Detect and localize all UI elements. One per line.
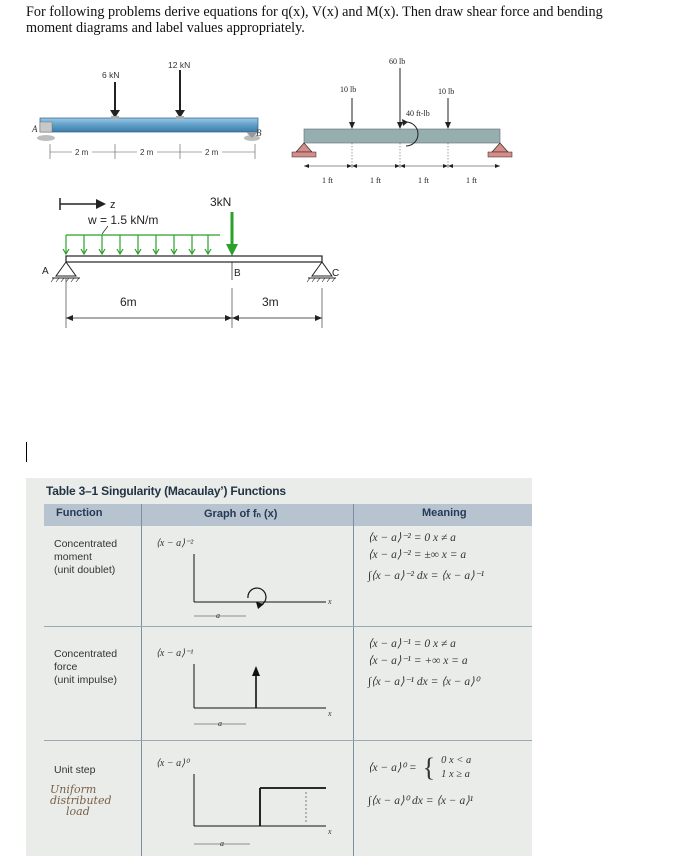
text-cursor: [26, 442, 27, 462]
problem2-dim-4: 1 ft: [466, 176, 477, 185]
problem2-dim-1: 1 ft: [322, 176, 333, 185]
problem3-label-a: A: [42, 266, 49, 277]
doublet-axis-x: x: [328, 597, 332, 606]
instructions-line-1: For following problems derive equations for q(x), V(x) and M(x). Then draw shear force and bending: [26, 4, 603, 20]
row-meaning-impulse: ⟨x − a⟩⁻¹ = 0 x ≠ a ⟨x − a⟩⁻¹ = +∞ x = a ∫⟨x − a⟩⁻¹ dx = ⟨x − a⟩⁰: [368, 638, 480, 688]
problem1-dim-3: 2 m: [205, 148, 219, 157]
problem3-span-bc: 3m: [262, 295, 279, 309]
row-meaning-doublet: ⟨x − a⟩⁻² = 0 x ≠ a ⟨x − a⟩⁻² = ±∞ x = a ∫⟨x − a⟩⁻² dx = ⟨x − a⟩⁻¹: [368, 532, 485, 582]
problem2-dim-3: 1 ft: [418, 176, 429, 185]
doublet-axis-a: a: [216, 611, 220, 620]
singularity-table-photo: [26, 478, 532, 856]
problem3-beam-figure: [36, 192, 346, 328]
problem2-load-label-10lb-right: 10 lb: [438, 87, 455, 96]
problem3-support-a: [56, 262, 76, 276]
table-title: Table 3–1 Singularity (Macaulay’) Functions: [46, 484, 286, 498]
row-divider-2: [44, 740, 532, 741]
step-axis-x: x: [328, 827, 332, 836]
problem3-support-c: [312, 262, 332, 276]
problem1-label-a: A: [32, 124, 38, 134]
impulse-axis-a: a: [218, 719, 222, 728]
step-axis-a: a: [220, 839, 224, 848]
impulse-axis-x: x: [328, 709, 332, 718]
problem1-load-label-6kn: 6 kN: [102, 70, 120, 80]
row-divider-1: [44, 626, 532, 627]
problem2-load-label-60lb: 60 lb: [389, 57, 406, 66]
problem2-beam: [304, 129, 500, 143]
row-label-step: Unit step: [54, 764, 96, 776]
problem3-label-c: C: [332, 268, 340, 279]
step-graph: [186, 768, 336, 856]
problem2-support-left: [296, 143, 312, 152]
row-notation-impulse: ⟨x − a⟩⁻¹: [156, 648, 194, 659]
problem2-moment-label: 40 ft-lb: [406, 109, 430, 118]
row-notation-step: ⟨x − a⟩⁰: [156, 758, 189, 769]
problem3-beam: [66, 256, 322, 262]
doublet-graph: [186, 550, 336, 622]
problem2-support-right: [492, 143, 508, 152]
row-label-force: Concentrated force (unit impulse): [54, 648, 118, 686]
column-divider-1: [141, 504, 142, 856]
problem1-dim-1: 2 m: [75, 148, 89, 157]
problem1-load-label-12kn: 12 kN: [168, 60, 191, 70]
problem3-udl-arrows: [63, 235, 211, 254]
problem2-load-label-10lb-left: 10 lb: [340, 85, 357, 94]
impulse-graph: [186, 660, 336, 736]
problem3-span-ab: 6m: [120, 295, 137, 309]
row-meaning-step: ⟨x − a⟩⁰ = { 0 x < a 1 x ≥ a ∫⟨x − a⟩⁰ dx = ⟨x − a⟩¹: [368, 753, 474, 807]
row-label-moment: Concentrated moment (unit doublet): [54, 538, 118, 576]
handwritten-note: Uniform distributed load: [50, 783, 112, 818]
problem3-z-label: z: [110, 199, 116, 211]
problem1-dim-2: 2 m: [140, 148, 154, 157]
problem3-point-load-label: 3kN: [210, 195, 232, 209]
instructions-line-2: moment diagrams and label values appropriately.: [26, 20, 305, 36]
instructions-text: [26, 4, 676, 36]
problem2-beam-figure: [288, 52, 516, 192]
problem3-label-b: B: [234, 268, 241, 279]
problem1-beam: [40, 118, 258, 132]
row-notation-doublet: ⟨x − a⟩⁻²: [156, 538, 194, 549]
header-function: Function: [56, 507, 103, 519]
problem3-distributed-load-label: w = 1.5 kN/m: [88, 213, 159, 227]
column-divider-2: [353, 504, 354, 856]
problem2-dim-2: 1 ft: [370, 176, 381, 185]
problem1-beam-figure: [30, 56, 270, 186]
header-meaning: Meaning: [422, 507, 467, 519]
header-graph: Graph of fₙ (x): [204, 508, 278, 520]
problem1-label-b: B: [256, 128, 262, 138]
table-header: [44, 504, 532, 526]
problem1-support-a: [40, 122, 52, 132]
